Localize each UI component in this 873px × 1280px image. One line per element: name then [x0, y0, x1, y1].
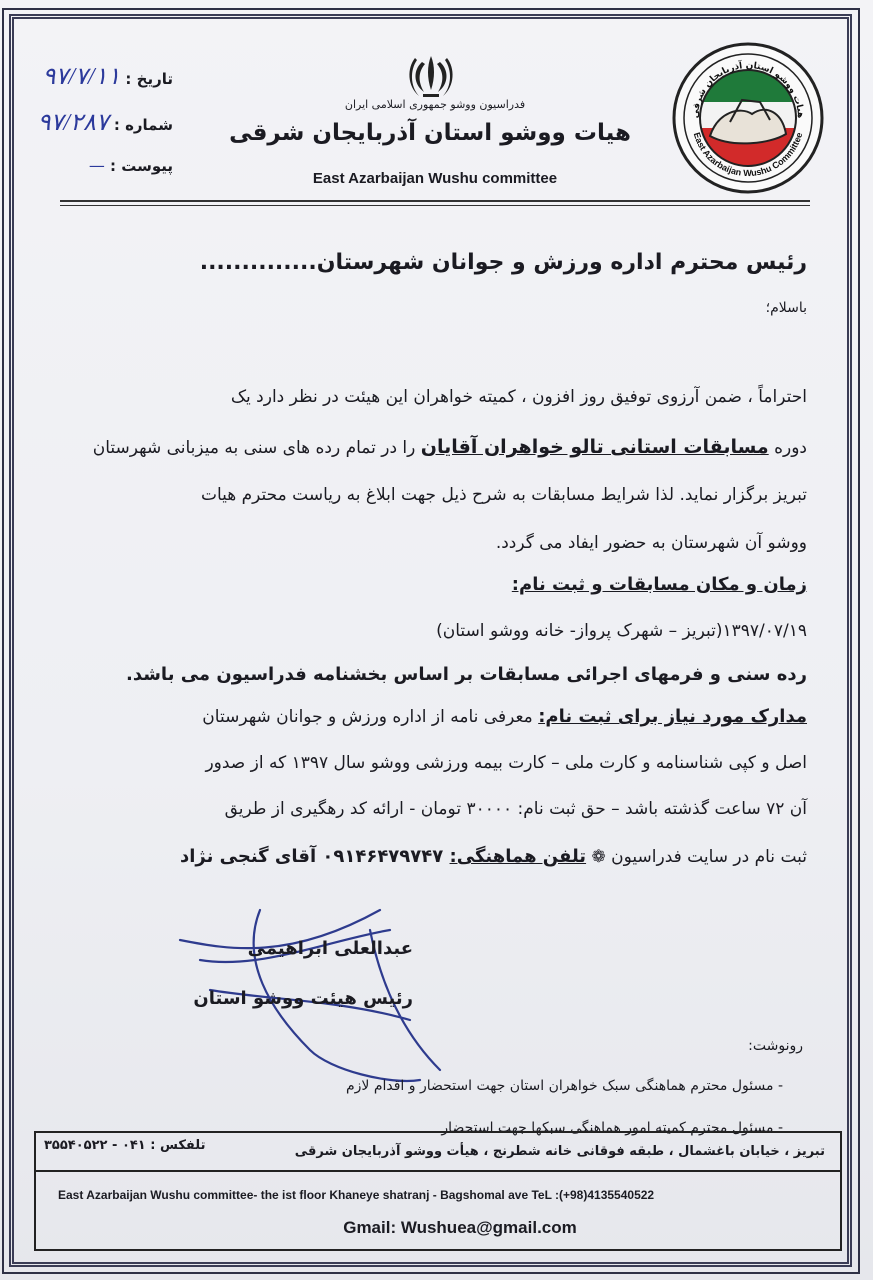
federation-name: فدراسیون ووشو جمهوری اسلامی ایران	[344, 98, 526, 111]
logo-text-en: East Azarbaijan Wushu Committee	[691, 131, 805, 179]
attachment-field	[89, 156, 173, 175]
footer-divider	[34, 1170, 842, 1172]
time-place-heading: زمان و مکان مسابقات و ثبت نام:	[511, 574, 807, 595]
docs-line-1-text: معرفی نامه از اداره ورزش و جوانان شهرستان	[202, 707, 539, 727]
paragraph-line-3: تبریز برگزار نماید. لذا شرایط مسابقات به شرح ذیل جهت ابلاغ به ریاست محترم هیات	[200, 485, 807, 505]
docs-line-1	[67, 706, 807, 728]
number-value: ۹۷/۲۸۷	[37, 110, 109, 136]
greeting: باسلام؛	[765, 300, 807, 316]
footer-email: Gmail: Wushuea@gmail.com	[343, 1218, 577, 1237]
docs-line-4	[67, 846, 807, 868]
competition-title: مسابقات استانی تالو خواهران آقایان	[420, 436, 769, 458]
paragraph-line-2	[67, 436, 807, 459]
paragraph-line-4: ووشو آن شهرستان به حضور ایفاد می گردد.	[495, 533, 807, 553]
attachment-value: —	[88, 156, 105, 175]
docs-heading: مدارک مورد نیاز برای ثبت نام:	[538, 706, 807, 727]
recipient-line: رئیس محترم اداره ورزش و جوانان شهرستان..............	[199, 250, 807, 275]
cc-item-1: - مسئول محترم هماهنگی سبک خواهران استان جهت استحضار و اقدام لازم	[345, 1078, 783, 1094]
cc-item-2: - مسئول محترم کمیته امور هماهنگی سبکها جهت استحضار	[441, 1120, 783, 1136]
footer-address-fa: تبریز ، خیابان باغشمال ، طبقه فوقانی خانه شطرنج ، هیأت ووشو آذربایجان شرقی	[294, 1144, 825, 1159]
phone-label: تلفن هماهنگی:	[449, 846, 587, 867]
iran-emblem-icon	[405, 52, 457, 100]
attachment-label: پیوست :	[109, 157, 173, 175]
paragraph-line-2-post: را در تمام رده های سنی به میزبانی شهرستان	[92, 438, 421, 458]
signatory-name: عبدالعلی ابراهیمی	[247, 938, 413, 959]
header-divider-thin	[60, 205, 810, 206]
phone-value: ۰۹۱۴۶۴۷۹۷۴۷ آقای گنجی نژاد	[180, 846, 450, 867]
footer-fax: تلفکس : ۰۴۱ - ۳۵۵۴۰۵۲۲	[44, 1138, 206, 1153]
cc-label: رونوشت:	[748, 1038, 803, 1054]
docs-line-2: اصل و کپی شناسنامه و کارت ملی – کارت بیمه ورزشی ووشو سال ۱۳۹۷ که از صدور	[205, 753, 807, 773]
docs-line-3: آن ۷۲ ساعت گذشته باشد – حق ثبت نام: ۳۰۰۰۰ تومان - ارائه کد رهگیری از طریق	[224, 799, 807, 819]
paragraph-line-2-pre: دوره	[768, 438, 807, 458]
date-label: تاریخ :	[125, 70, 173, 88]
star-icon: ❁	[591, 847, 606, 867]
number-label: شماره :	[113, 116, 173, 134]
signatory-title: رئیس هیئت ووشو استان	[193, 988, 413, 1009]
paragraph-line-1: احتراماً ، ضمن آرزوی توفیق روز افزون ، کمیته خواهران این هیئت در نظر دارد یک	[230, 387, 807, 407]
committee-logo	[670, 40, 826, 196]
age-forms-note: رده سنی و فرمهای اجرائی مسابقات بر اساس بخشنامه فدراسیون می باشد.	[126, 664, 807, 685]
time-place-value: ۱۳۹۷/۰۷/۱۹(تبریز – شهرک پرواز- خانه ووشو استان)	[436, 621, 807, 641]
committee-title-en: East Azarbaijan Wushu committee	[312, 170, 558, 187]
date-value: ۹۷/۷/۱۱	[42, 64, 121, 90]
committee-title-fa: هیات ووشو استان آذربایجان شرقی	[229, 120, 631, 146]
header-divider	[60, 200, 810, 202]
number-field	[38, 108, 173, 137]
logo-text-fa: هیات ووشو استان آذربایجان شرقی	[690, 60, 806, 119]
docs-line-4-text: ثبت نام در سایت فدراسیون	[605, 847, 807, 867]
footer-address-en: East Azarbaijan Wushu committee- the ist floor Khaneye shatranj - Bagshomal ave TeL :(+98)4135540522	[58, 1188, 655, 1202]
date-field	[43, 62, 173, 91]
